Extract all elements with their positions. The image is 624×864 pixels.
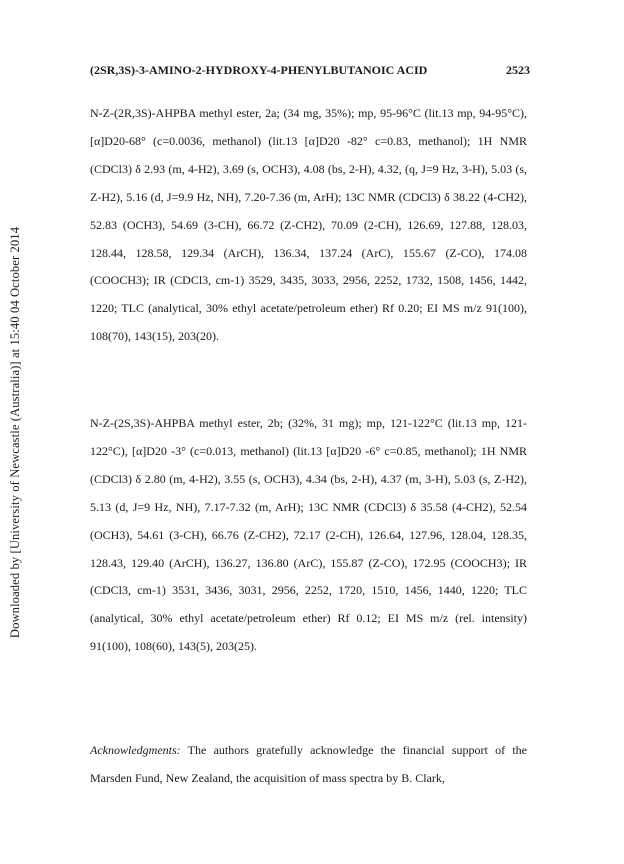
- download-note: Downloaded by [University of Newcastle (Australia)] at 15:40 04 October 2014: [8, 226, 23, 638]
- acknowledgments-text: The authors gratefully acknowledge the financial support of the Marsden Fund, New Zealand, the acquisition of mass spectra by B. Clark,: [90, 743, 527, 785]
- download-watermark: [0, 0, 32, 864]
- running-title: (2SR,3S)-3-AMINO-2-HYDROXY-4-PHENYLBUTANOIC ACID: [90, 63, 428, 77]
- acknowledgments-label: Acknowledgments:: [90, 743, 181, 757]
- compound-2a-characterization: N-Z-(2R,3S)-AHPBA methyl ester, 2a; (34 mg, 35%); mp, 95-96°C (lit.13 mp, 94-95°C), [α]D20-68° (c=0.0036, methanol) (lit.13 [α]D20 -82° c=0.83, methanol); 1H NMR (CDCl3) δ 2.93 (m, 4-H2), 3.69 (s, OCH3), 4.08 (bs, 2-H), 4.32, (q, J=9 Hz, 3-H), 5.03 (s, Z-H2), 5.16 (d, J=9.9 Hz, NH), 7.20-7.36 (m, ArH); 13C NMR (CDCl3) δ 38.22 (4-CH2), 52.83 (OCH3), 54.69 (3-CH), 66.72 (Z-CH2), 70.09 (2-CH), 126.69, 127.88, 128.03, 128.44, 128.58, 129.34 (ArCH), 136.34, 137.24 (ArC), 155.67 (Z-CO), 174.08 (COOCH3); IR (CDCl3, cm-1) 3529, 3435, 3033, 2956, 2252, 1732, 1508, 1456, 1442, 1220; TLC (analytical, 30% ethyl acetate/petroleum ether) Rf 0.20; EI MS m/z 91(100), 108(70), 143(15), 203(20).: [90, 106, 527, 344]
- page-number: 2523: [506, 63, 530, 77]
- running-header: [90, 63, 530, 78]
- acknowledgments-paragraph: [90, 737, 527, 793]
- compound-2b-characterization: N-Z-(2S,3S)-AHPBA methyl ester, 2b; (32%, 31 mg); mp, 121-122°C (lit.13 mp, 121-122°C), [α]D20 -3° (c=0.013, methanol) (lit.13 [α]D20 -6° c=0.85, methanol); 1H NMR (CDCl3) δ 2.80 (m, 4-H2), 3.55 (s, OCH3), 4.34 (bs, 2-H), 4.37 (m, 3-H), 5.03 (s, Z-H2), 5.13 (d, J=9 Hz, NH), 7.17-7.32 (m, ArH); 13C NMR (CDCl3) δ 35.58 (4-CH2), 52.54 (OCH3), 54.61 (3-CH), 66.76 (Z-CH2), 72.17 (2-CH), 126.64, 127.96, 128.04, 128.35, 128.43, 129.40 (ArCH), 136.27, 136.80 (ArC), 155.87 (Z-CO), 172.95 (COOCH3); IR (CDCl3, cm-1) 3531, 3436, 3031, 2956, 2252, 1720, 1510, 1456, 1440, 1220; TLC (analytical, 30% ethyl acetate/petroleum ether) Rf 0.12; EI MS m/z (rel. intensity) 91(100), 108(60), 143(5), 203(25).: [90, 416, 527, 654]
